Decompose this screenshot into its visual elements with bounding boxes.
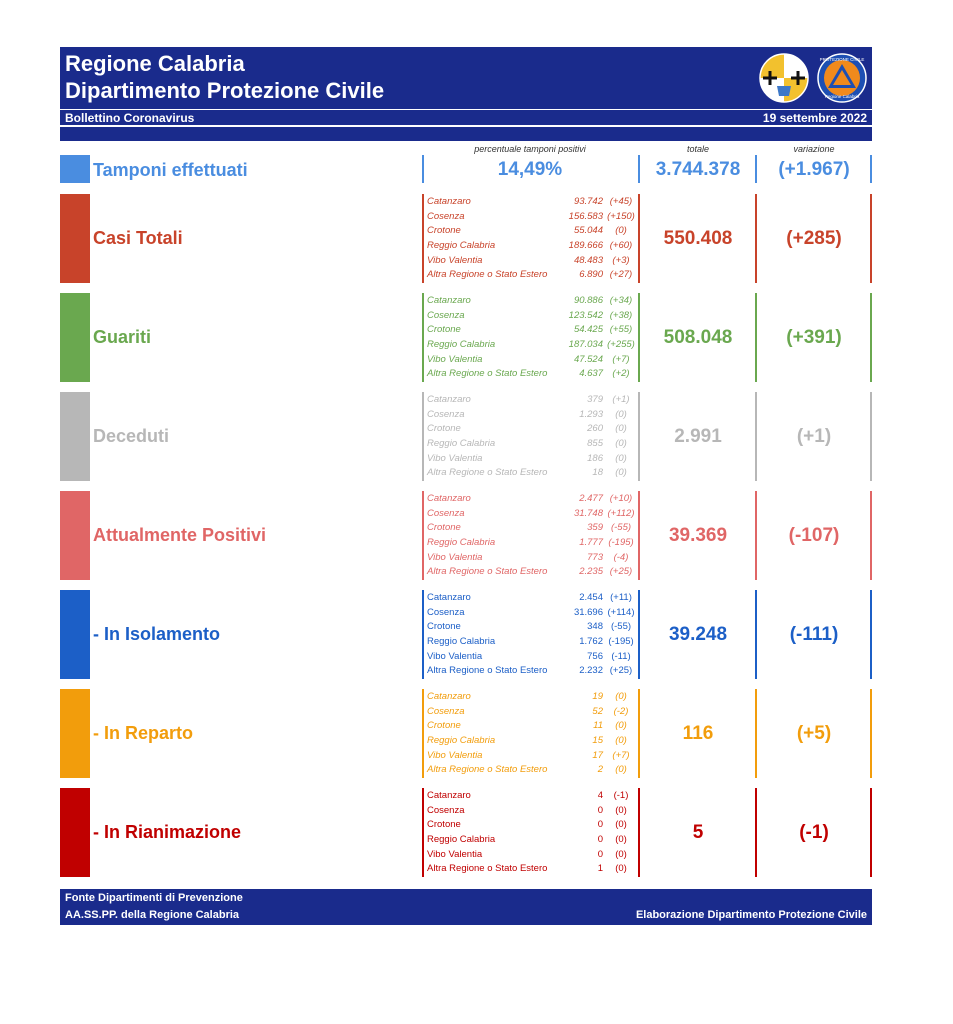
province-row (427, 750, 637, 765)
province-list (427, 493, 637, 581)
province-value: 1.762 (579, 636, 603, 648)
province-name: Vibo Valentia (427, 848, 483, 860)
province-delta: (+1) (612, 394, 630, 405)
province-value: 17 (592, 749, 603, 761)
province-value: 52 (592, 705, 603, 717)
section-total: 2.991 (674, 426, 722, 447)
divider (870, 689, 872, 778)
province-delta: (0) (615, 225, 627, 237)
province-delta: (0) (615, 467, 627, 479)
province-value: 359 (587, 522, 603, 534)
province-delta: (0) (615, 720, 627, 732)
section-in-reparto (60, 689, 872, 778)
province-row (427, 467, 637, 482)
divider (422, 689, 424, 778)
province-row (427, 522, 637, 537)
footer-source: Fonte Dipartimenti di Prevenzione (65, 892, 243, 904)
province-row (427, 735, 637, 750)
section-in-isolamento (60, 590, 872, 679)
province-name: Crotone (427, 720, 461, 732)
province-list (427, 790, 637, 878)
province-row (427, 665, 637, 680)
divider (870, 155, 872, 183)
province-delta: (+34) (609, 295, 633, 306)
divider (422, 491, 424, 580)
province-name: Catanzaro (427, 691, 471, 702)
province-list (427, 295, 637, 383)
province-name: Altra Regione o Stato Estero (427, 368, 548, 380)
province-value: 18 (592, 467, 603, 479)
province-value: 93.742 (573, 196, 603, 207)
section-variation: (-1) (799, 822, 829, 843)
province-row (427, 592, 637, 607)
province-delta: (0) (615, 848, 627, 860)
province-value: 54.425 (573, 324, 603, 336)
section-label: - In Rianimazione (93, 822, 242, 842)
province-name: Cosenza (427, 606, 465, 618)
province-value: 1.777 (579, 537, 603, 549)
section-casi-totali (60, 194, 872, 283)
province-row (427, 863, 637, 878)
footer-elaboration: Elaborazione Dipartimento Protezione Civile (635, 909, 867, 921)
divider (422, 590, 424, 679)
section-variation: (-107) (788, 525, 840, 546)
province-delta: (+255) (607, 339, 635, 351)
province-row (427, 493, 637, 508)
province-name: Reggio Calabria (427, 735, 496, 747)
province-value: 55.044 (573, 225, 603, 237)
province-value: 379 (587, 394, 603, 405)
province-value: 348 (587, 621, 603, 633)
divider (422, 293, 424, 382)
section-total: 39.369 (668, 525, 728, 546)
province-row (427, 354, 637, 369)
province-name: Cosenza (427, 507, 465, 519)
province-row (427, 409, 637, 424)
province-name: Catanzaro (427, 493, 471, 504)
province-value: 4.637 (579, 368, 603, 380)
province-name: Catanzaro (427, 196, 471, 207)
province-delta: (+25) (609, 665, 633, 677)
province-delta: (+11) (610, 592, 632, 603)
province-value: 4 (597, 790, 603, 801)
section-variation: (+1) (796, 426, 832, 447)
province-value: 0 (597, 834, 603, 846)
province-row (427, 255, 637, 270)
report-header (60, 47, 872, 109)
province-name: Catanzaro (427, 295, 471, 306)
province-name: Altra Regione o Stato Estero (427, 269, 548, 281)
province-name: Vibo Valentia (427, 254, 483, 266)
province-name: Catanzaro (427, 592, 471, 603)
province-row (427, 196, 637, 211)
province-delta: (0) (615, 764, 627, 776)
province-delta: (0) (615, 408, 627, 420)
province-row (427, 240, 637, 255)
province-delta: (+112) (607, 507, 635, 519)
province-delta: (0) (615, 834, 627, 846)
province-value: 186 (587, 452, 603, 464)
divider (422, 194, 424, 283)
province-delta: (+27) (609, 269, 633, 281)
province-row (427, 849, 637, 864)
province-name: Cosenza (427, 408, 465, 420)
province-row (427, 566, 637, 581)
province-list (427, 691, 637, 779)
section-color-bar (60, 788, 90, 877)
divider (870, 392, 872, 481)
province-name: Altra Regione o Stato Estero (427, 467, 548, 479)
province-row (427, 537, 637, 552)
province-delta: (+38) (609, 309, 633, 321)
province-value: 123.542 (568, 309, 603, 321)
tamponi-color-swatch (60, 155, 90, 183)
tamponi-total: 3.744.378 (655, 159, 741, 180)
province-row (427, 720, 637, 735)
tamponi-pct: 14,49% (497, 159, 563, 180)
province-name: Crotone (427, 423, 461, 435)
province-delta: (0) (615, 438, 627, 450)
region-title: Regione Calabria (65, 51, 245, 76)
section-total: 5 (692, 822, 704, 843)
province-row (427, 552, 637, 567)
logos (759, 52, 867, 104)
province-name: Catanzaro (427, 394, 471, 405)
divider (870, 788, 872, 877)
province-value: 773 (587, 551, 603, 563)
province-name: Reggio Calabria (427, 537, 496, 549)
province-value: 31.748 (573, 507, 603, 519)
header-divider-bar (60, 127, 872, 141)
province-delta: (0) (615, 735, 627, 747)
tamponi-variation: (+1.967) (778, 159, 850, 180)
section-total: 508.048 (663, 327, 733, 348)
province-name: Reggio Calabria (427, 636, 496, 648)
province-row (427, 295, 637, 310)
column-header-total: totale (686, 144, 710, 154)
province-delta: (0) (615, 804, 627, 816)
province-row (427, 834, 637, 849)
province-value: 15 (592, 735, 603, 747)
province-delta: (-55) (610, 522, 632, 534)
province-name: Altra Regione o Stato Estero (427, 665, 548, 677)
province-row (427, 324, 637, 339)
province-name: Vibo Valentia (427, 452, 483, 464)
province-delta: (-55) (610, 621, 632, 633)
province-delta: (+45) (609, 196, 633, 207)
province-name: Catanzaro (427, 790, 471, 801)
province-name: Altra Regione o Stato Estero (427, 764, 548, 776)
province-row (427, 706, 637, 721)
province-delta: (-2) (613, 705, 629, 717)
section-deceduti (60, 392, 872, 481)
province-delta: (0) (615, 863, 627, 875)
section-label: - In Reparto (93, 723, 194, 743)
bulletin-date: 19 settembre 2022 (762, 111, 867, 125)
province-row (427, 211, 637, 226)
section-label: Guariti (93, 327, 152, 347)
province-row (427, 394, 637, 409)
province-value: 756 (587, 650, 603, 662)
province-delta: (+3) (612, 254, 630, 266)
tamponi-row (60, 155, 872, 185)
column-header-pct: percentuale tamponi positivi (474, 144, 586, 154)
footer-source-detail: AA.SS.PP. della Regione Calabria (65, 909, 240, 921)
section-in-rianimazione (60, 788, 872, 877)
svg-text:Regione Calabria: Regione Calabria (824, 94, 860, 99)
province-value: 2.232 (579, 665, 603, 677)
section-label: Deceduti (93, 426, 170, 446)
province-name: Reggio Calabria (427, 438, 496, 450)
province-name: Cosenza (427, 705, 465, 717)
province-value: 19 (592, 691, 603, 702)
divider (870, 293, 872, 382)
divider (870, 590, 872, 679)
province-name: Reggio Calabria (427, 339, 496, 351)
province-name: Crotone (427, 819, 461, 831)
province-value: 1 (597, 863, 603, 875)
province-delta: (-4) (613, 551, 629, 563)
province-list (427, 592, 637, 680)
province-value: 11 (593, 720, 603, 732)
divider (870, 194, 872, 283)
section-label: Casi Totali (93, 228, 183, 248)
section-variation: (-111) (789, 624, 839, 645)
department-title: Dipartimento Protezione Civile (65, 78, 385, 103)
province-delta: (-1) (613, 790, 629, 801)
province-value: 6.890 (579, 269, 603, 281)
province-delta: (-195) (608, 636, 634, 648)
bulletin-bar (60, 109, 872, 125)
province-value: 31.696 (573, 606, 603, 618)
province-row (427, 225, 637, 240)
province-delta: (+60) (609, 240, 633, 252)
province-name: Vibo Valentia (427, 650, 483, 662)
province-name: Cosenza (427, 309, 465, 321)
section-guariti (60, 293, 872, 382)
province-name: Crotone (427, 621, 461, 633)
province-value: 48.483 (573, 254, 603, 266)
province-delta: (+150) (607, 210, 635, 222)
province-row (427, 790, 637, 805)
province-row (427, 636, 637, 651)
province-name: Crotone (427, 522, 461, 534)
province-row (427, 339, 637, 354)
province-value: 156.583 (568, 210, 603, 222)
province-value: 189.666 (568, 240, 603, 252)
province-row (427, 423, 637, 438)
section-color-bar (60, 689, 90, 778)
province-row (427, 368, 637, 383)
protezione-civile-logo-icon (818, 54, 866, 102)
province-row (427, 651, 637, 666)
tamponi-label: Tamponi effettuati (93, 160, 248, 180)
province-name: Vibo Valentia (427, 749, 483, 761)
divider (422, 788, 424, 877)
column-header-variation: variazione (793, 144, 835, 154)
divider (870, 491, 872, 580)
province-delta: (+7) (612, 353, 630, 365)
province-value: 2.235 (579, 566, 603, 578)
province-row (427, 805, 637, 820)
province-row (427, 453, 637, 468)
section-attualmente-positivi (60, 491, 872, 580)
section-variation: (+285) (786, 228, 842, 249)
province-name: Crotone (427, 225, 461, 237)
province-delta: (0) (615, 452, 627, 464)
province-delta: (0) (615, 691, 627, 702)
province-name: Altra Regione o Stato Estero (427, 863, 548, 875)
province-value: 0 (597, 804, 603, 816)
province-delta: (+114) (607, 606, 635, 618)
province-list (427, 196, 637, 284)
province-name: Vibo Valentia (427, 551, 483, 563)
section-color-bar (60, 293, 90, 382)
province-row (427, 269, 637, 284)
province-delta: (+7) (612, 749, 630, 761)
section-total: 116 (682, 723, 714, 744)
province-delta: (+25) (609, 566, 633, 578)
province-list (427, 394, 637, 482)
province-row (427, 819, 637, 834)
section-color-bar (60, 491, 90, 580)
bulletin-title: Bollettino Coronavirus (65, 111, 195, 125)
province-delta: (+10) (609, 493, 633, 504)
province-delta: (-11) (611, 650, 631, 662)
province-value: 2 (597, 764, 603, 776)
province-delta: (0) (615, 819, 627, 831)
province-name: Cosenza (427, 804, 465, 816)
province-value: 187.034 (568, 339, 603, 351)
section-variation: (+5) (796, 723, 832, 744)
section-color-bar (60, 392, 90, 481)
divider (422, 392, 424, 481)
province-value: 2.477 (579, 493, 603, 504)
province-delta: (+55) (609, 324, 633, 336)
section-total: 550.408 (663, 228, 733, 249)
province-name: Altra Regione o Stato Estero (427, 566, 548, 578)
province-value: 1.293 (579, 408, 603, 420)
province-name: Cosenza (427, 210, 465, 222)
province-value: 47.524 (573, 353, 603, 365)
province-row (427, 764, 637, 779)
province-row (427, 310, 637, 325)
province-value: 260 (587, 423, 603, 435)
province-name: Reggio Calabria (427, 240, 496, 252)
section-color-bar (60, 590, 90, 679)
province-value: 90.886 (573, 295, 603, 306)
section-label: - In Isolamento (93, 624, 221, 644)
section-label: Attualmente Positivi (93, 525, 267, 545)
province-delta: (+2) (612, 368, 630, 380)
province-value: 0 (597, 848, 603, 860)
province-name: Reggio Calabria (427, 834, 496, 846)
province-delta: (-195) (608, 537, 634, 549)
section-color-bar (60, 194, 90, 283)
province-delta: (0) (615, 423, 627, 435)
svg-text:PROTEZIONE CIVILE: PROTEZIONE CIVILE (819, 57, 865, 62)
section-total: 39.248 (668, 624, 728, 645)
province-row (427, 438, 637, 453)
report-footer (60, 889, 872, 925)
province-value: 2.454 (579, 592, 603, 603)
calabria-coat-of-arms-icon (760, 54, 808, 102)
province-row (427, 691, 637, 706)
section-variation: (+391) (786, 327, 842, 348)
province-name: Vibo Valentia (427, 353, 483, 365)
province-row (427, 508, 637, 523)
province-value: 855 (587, 438, 603, 450)
province-value: 0 (597, 819, 603, 831)
province-row (427, 607, 637, 622)
province-row (427, 621, 637, 636)
province-name: Crotone (427, 324, 461, 336)
